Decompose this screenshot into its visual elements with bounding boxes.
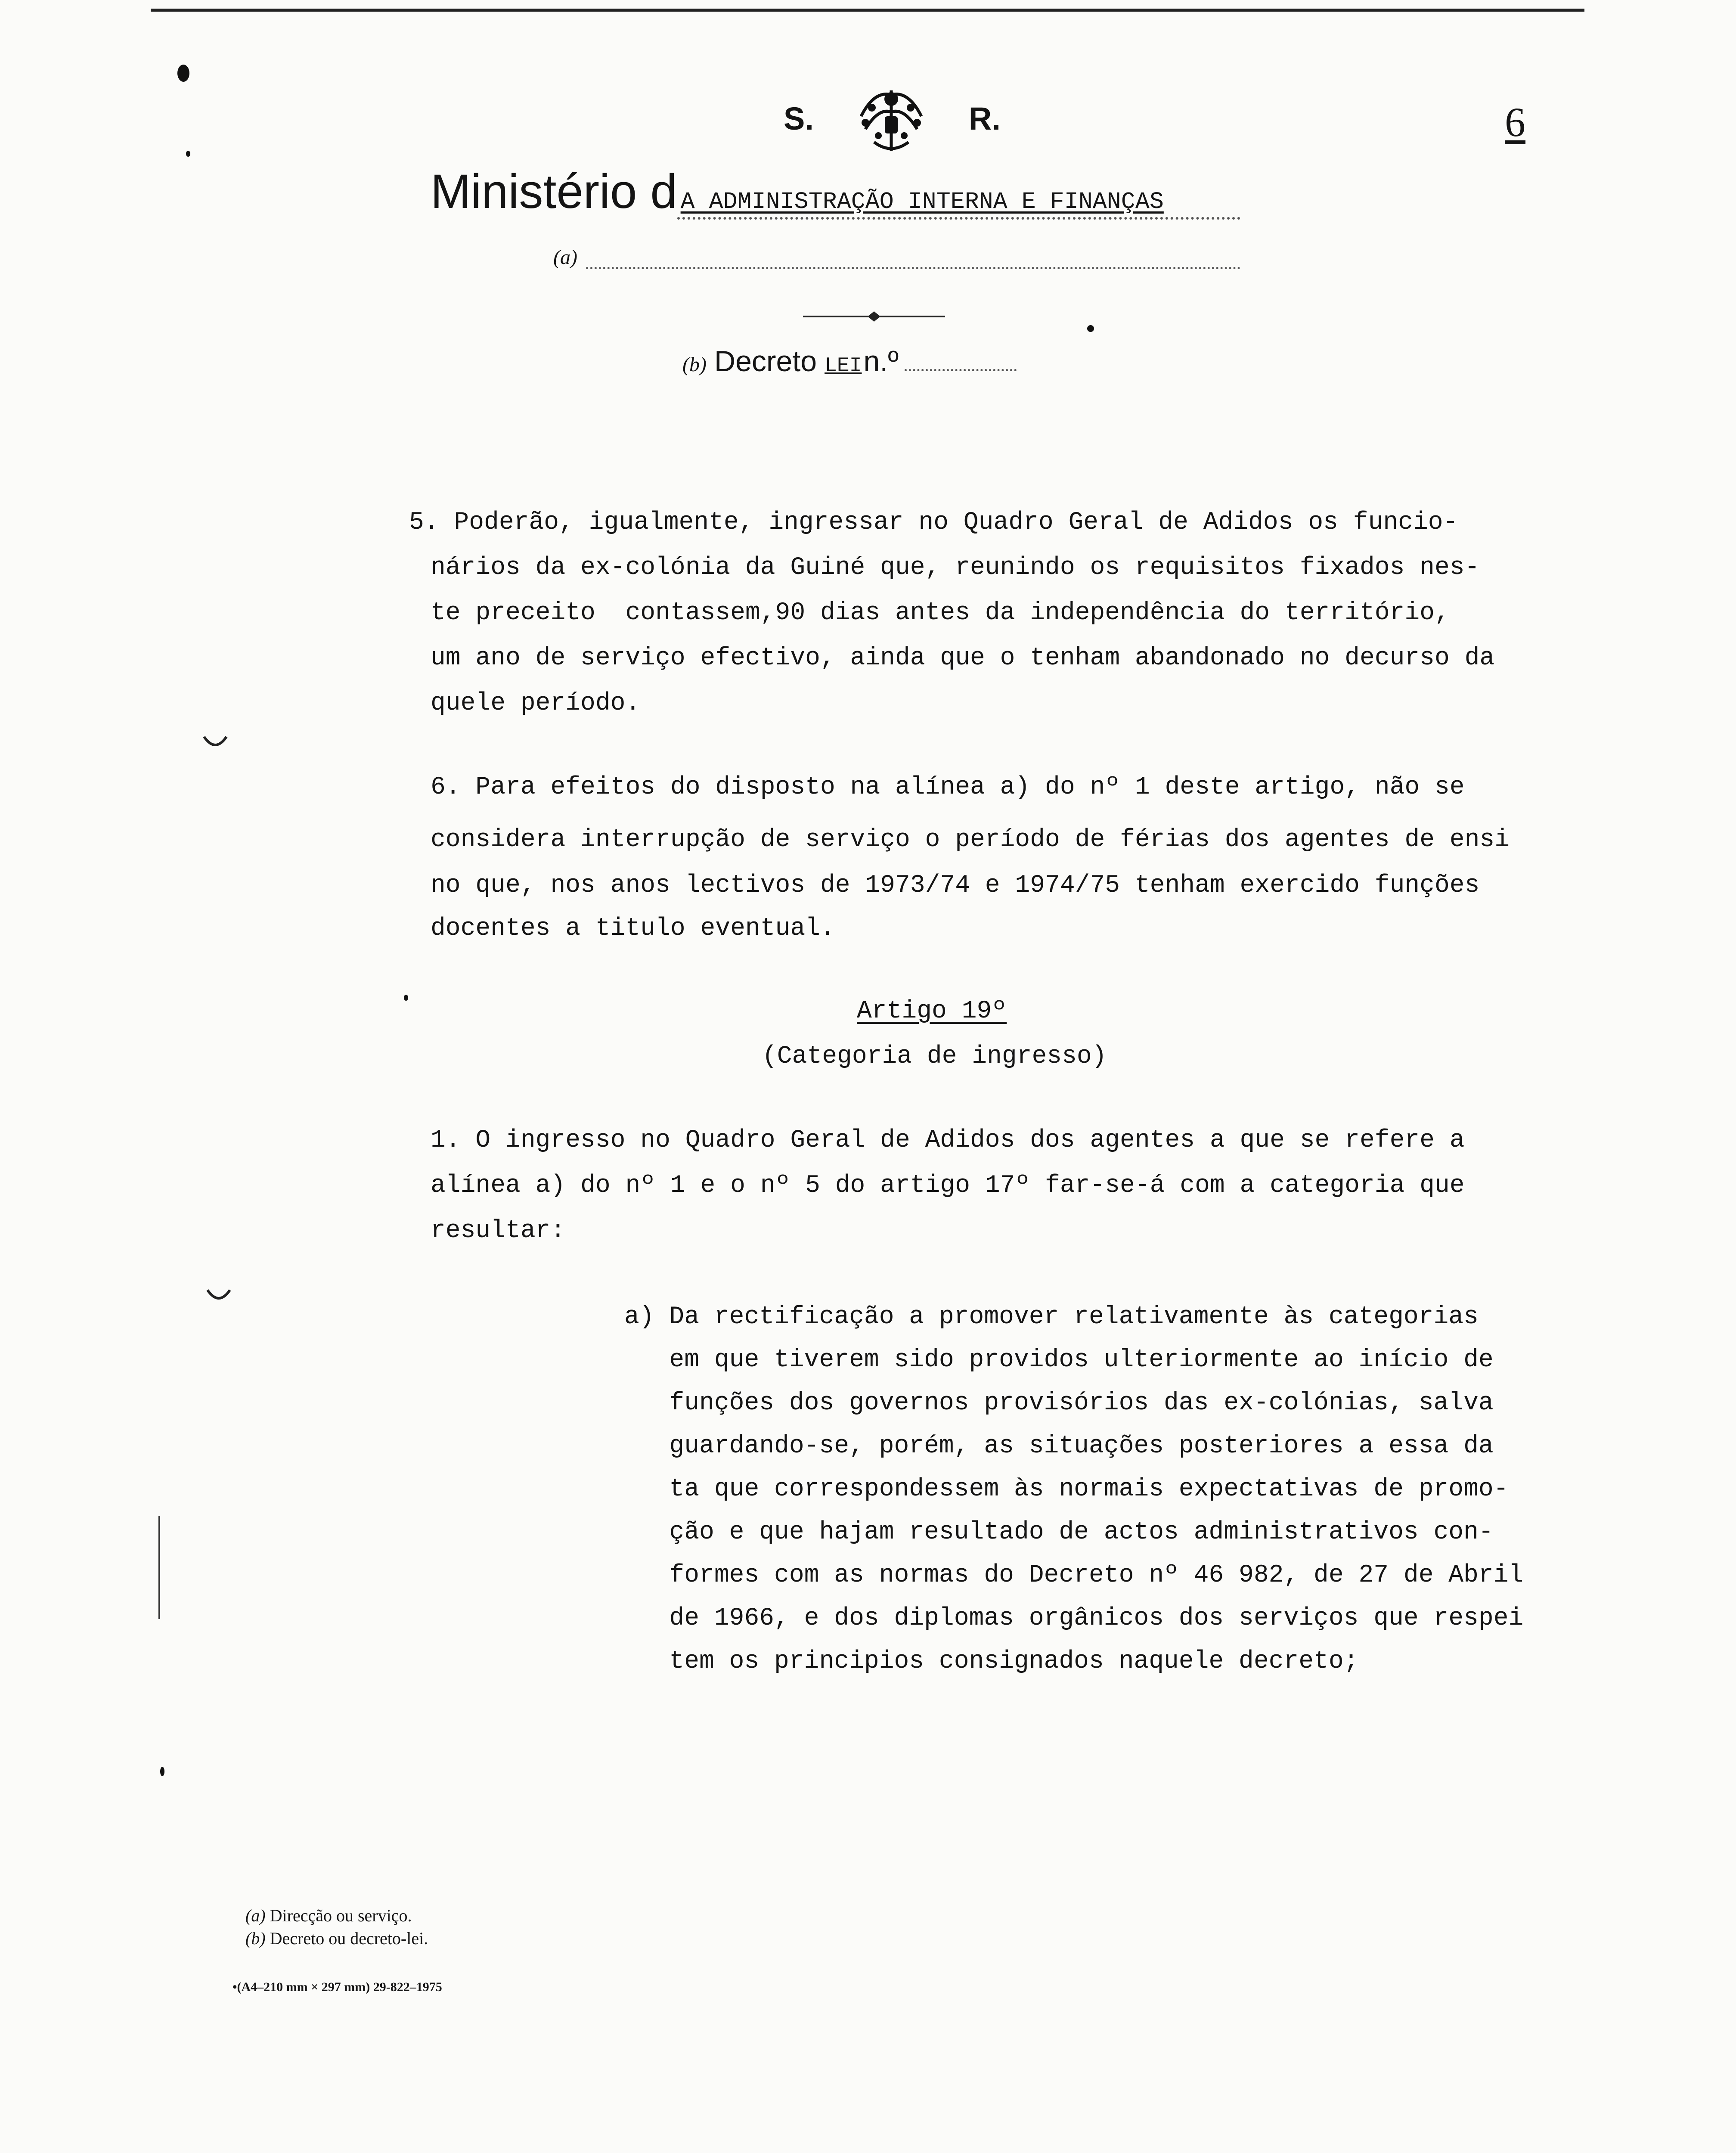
paragraph-6-line: 6. Para efeitos do disposto na alínea a) do nº 1 deste artigo, não se [431, 773, 1465, 801]
ink-spot [177, 65, 189, 82]
r-letter: R. [968, 100, 1001, 137]
ministry-department: A ADMINISTRAÇÃO INTERNA E FINANÇAS [677, 188, 1240, 220]
footnote-b-text: Decreto ou decreto-lei. [265, 1929, 428, 1948]
paragraph-1-line: alínea a) do nº 1 e o nº 5 do artigo 17º far-se-á com a categoria que [431, 1172, 1465, 1200]
ink-spot [404, 995, 408, 1001]
margin-scan-line [158, 1516, 160, 1619]
paragraph-1-line: resultar: [431, 1217, 566, 1245]
decreto-number-label: n.º [863, 345, 899, 378]
footnote-b-label: (b) [245, 1929, 266, 1948]
punch-hole-mark [206, 1287, 232, 1305]
ministry-label: Ministério d [431, 164, 677, 218]
decreto-dotted-line [905, 369, 1017, 371]
item-a-line: guardando-se, porém, as situações posteriores a essa da [624, 1432, 1494, 1460]
paragraph-5-line: 5. Poderão, igualmente, ingressar no Quadro Geral de Adidos os funcio- [409, 509, 1458, 537]
item-a-line: formes com as normas do Decreto nº 46 982, de 27 de Abril [624, 1561, 1524, 1589]
paragraph-1-line: 1. O ingresso no Quadro Geral de Adidos dos agentes a que se refere a [431, 1126, 1465, 1154]
article-title: Artigo 19º [857, 997, 1007, 1025]
ink-spot [186, 151, 190, 157]
paragraph-6-line: docentes a titulo eventual. [431, 915, 835, 943]
item-a-line: a) Da rectificação a promover relativamente às categorias [624, 1303, 1479, 1331]
decreto-b-label: (b) [682, 353, 707, 376]
coat-of-arms-emblem [848, 82, 934, 155]
ink-spot [160, 1767, 164, 1776]
field-a-label: (a) [553, 246, 577, 269]
footnote-a [245, 1905, 412, 1926]
form-code: •(A4–210 mm × 297 mm) 29-822–1975 [232, 1980, 442, 1994]
republic-header [784, 82, 1001, 155]
paragraph-5-line: te preceito contassem,90 dias antes da independência do território, [431, 599, 1450, 627]
ornamental-divider [803, 310, 945, 323]
item-a-line: ção e que hajam resultado de actos administrativos con- [624, 1518, 1494, 1546]
footnote-a-text: Direcção ou serviço. [265, 1906, 412, 1925]
decreto-line [682, 344, 1017, 378]
item-a-line: de 1966, e dos diplomas orgânicos dos serviços que respei [624, 1604, 1524, 1632]
decreto-word: Decreto [714, 345, 817, 378]
ministry-line [431, 164, 1240, 220]
item-a-line: em que tiverem sido providos ulteriormente ao início de [624, 1346, 1494, 1374]
field-a-line [553, 245, 1240, 269]
paragraph-5-line: um ano de serviço efectivo, ainda que o tenham abandonado no decurso da [431, 644, 1495, 672]
footnote-b [245, 1928, 428, 1948]
punch-hole-mark [202, 734, 228, 751]
paragraph-5-line: quele período. [431, 689, 641, 717]
article-subtitle: (Categoria de ingresso) [762, 1042, 1107, 1070]
field-a-dotted-line [586, 254, 1240, 269]
paragraph-6-line: no que, nos anos lectivos de 1973/74 e 1974/75 tenham exercido funções [431, 872, 1480, 900]
decreto-lei: LEI [825, 354, 862, 378]
paragraph-6-line: considera interrupção de serviço o período de férias dos agentes de ensi [431, 826, 1510, 854]
page-number: 6 [1505, 99, 1525, 145]
item-a-line: tem os principios consignados naquele decreto; [624, 1647, 1359, 1675]
ink-spot [1087, 325, 1094, 332]
paragraph-5-line: nários da ex-colónia da Guiné que, reunindo os requisitos fixados nes- [431, 554, 1480, 582]
s-letter: S. [784, 100, 814, 137]
footnote-a-label: (a) [245, 1906, 266, 1925]
item-a-line: funções dos governos provisórios das ex-colónias, salva [624, 1389, 1494, 1417]
top-border-line [151, 9, 1584, 12]
item-a-line: ta que correspondessem às normais expectativas de promo- [624, 1475, 1509, 1503]
